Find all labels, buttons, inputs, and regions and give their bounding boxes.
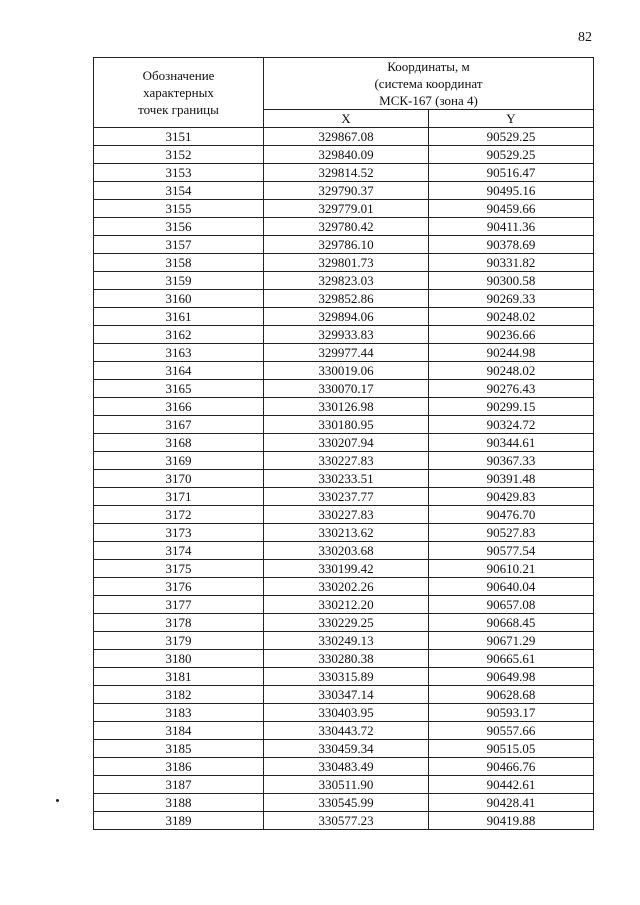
- point-cell: 3168: [94, 434, 264, 452]
- x-coordinate-cell: 330577.23: [264, 812, 429, 830]
- x-coordinate-cell: 329779.01: [264, 200, 429, 218]
- page-number: 82: [578, 30, 592, 45]
- point-cell: 3184: [94, 722, 264, 740]
- table-row: [94, 542, 594, 560]
- point-cell: 3188: [94, 794, 264, 812]
- point-header-line: Обозначение: [142, 68, 215, 83]
- point-cell: 3162: [94, 326, 264, 344]
- point-cell: 3174: [94, 542, 264, 560]
- table-row: [94, 434, 594, 452]
- point-cell: 3164: [94, 362, 264, 380]
- point-cell: 3179: [94, 632, 264, 650]
- point-cell: 3180: [94, 650, 264, 668]
- table-row: [94, 794, 594, 812]
- table-row: [94, 740, 594, 758]
- table-row: [94, 722, 594, 740]
- point-cell: 3160: [94, 290, 264, 308]
- y-coordinate-cell: 90244.98: [429, 344, 594, 362]
- table-body: [94, 128, 594, 830]
- y-coordinate-cell: 90459.66: [429, 200, 594, 218]
- x-coordinate-cell: 329867.08: [264, 128, 429, 146]
- x-coordinate-cell: 329852.86: [264, 290, 429, 308]
- y-coordinate-cell: 90276.43: [429, 380, 594, 398]
- x-coordinate-cell: 330202.26: [264, 578, 429, 596]
- x-coordinate-cell: 330315.89: [264, 668, 429, 686]
- point-cell: 3189: [94, 812, 264, 830]
- x-coordinate-cell: 330213.62: [264, 524, 429, 542]
- y-coordinate-cell: 90331.82: [429, 254, 594, 272]
- table-row: [94, 308, 594, 326]
- table-row: [94, 686, 594, 704]
- table-row: [94, 218, 594, 236]
- table-row: [94, 560, 594, 578]
- coords-header-line: (система координат: [374, 76, 483, 91]
- y-coordinate-cell: 90248.02: [429, 308, 594, 326]
- y-coordinate-cell: 90466.76: [429, 758, 594, 776]
- point-cell: 3181: [94, 668, 264, 686]
- table-row: [94, 578, 594, 596]
- y-coordinate-cell: 90527.83: [429, 524, 594, 542]
- y-coordinate-cell: 90428.41: [429, 794, 594, 812]
- y-coordinate-cell: 90516.47: [429, 164, 594, 182]
- y-coordinate-cell: 90299.15: [429, 398, 594, 416]
- x-coordinate-cell: 330545.99: [264, 794, 429, 812]
- point-cell: 3171: [94, 488, 264, 506]
- x-coordinate-cell: 329780.42: [264, 218, 429, 236]
- point-cell: 3154: [94, 182, 264, 200]
- y-coordinate-cell: 90610.21: [429, 560, 594, 578]
- table-row: [94, 398, 594, 416]
- table-row: [94, 524, 594, 542]
- y-coordinate-cell: 90649.98: [429, 668, 594, 686]
- y-coordinate-cell: 90495.16: [429, 182, 594, 200]
- x-coordinate-cell: 330203.68: [264, 542, 429, 560]
- y-coordinate-cell: 90378.69: [429, 236, 594, 254]
- table-row: [94, 704, 594, 722]
- table-row: [94, 200, 594, 218]
- y-coordinate-cell: 90529.25: [429, 128, 594, 146]
- x-coordinate-cell: 330237.77: [264, 488, 429, 506]
- point-cell: 3169: [94, 452, 264, 470]
- y-coordinate-cell: 90640.04: [429, 578, 594, 596]
- x-coordinate-cell: 329814.52: [264, 164, 429, 182]
- x-coordinate-cell: 329823.03: [264, 272, 429, 290]
- table-row: [94, 812, 594, 830]
- y-coordinate-cell: 90344.61: [429, 434, 594, 452]
- point-cell: 3176: [94, 578, 264, 596]
- y-coordinate-cell: 90248.02: [429, 362, 594, 380]
- x-coordinate-cell: 330280.38: [264, 650, 429, 668]
- point-cell: 3173: [94, 524, 264, 542]
- point-cell: 3161: [94, 308, 264, 326]
- table-row: [94, 362, 594, 380]
- x-coordinate-cell: 329790.37: [264, 182, 429, 200]
- table-row: [94, 668, 594, 686]
- table-row: [94, 452, 594, 470]
- table-row: [94, 596, 594, 614]
- table-row: [94, 146, 594, 164]
- y-coordinate-cell: 90391.48: [429, 470, 594, 488]
- x-coordinate-cell: 329801.73: [264, 254, 429, 272]
- table-row: [94, 650, 594, 668]
- point-cell: 3157: [94, 236, 264, 254]
- y-coordinate-cell: 90419.88: [429, 812, 594, 830]
- x-coordinate-cell: 330347.14: [264, 686, 429, 704]
- y-coordinate-cell: 90300.58: [429, 272, 594, 290]
- coords-header-line: Координаты, м: [387, 59, 470, 74]
- point-cell: 3153: [94, 164, 264, 182]
- y-coordinate-cell: 90628.68: [429, 686, 594, 704]
- table-row: [94, 290, 594, 308]
- y-coordinate-cell: 90367.33: [429, 452, 594, 470]
- table-row: [94, 236, 594, 254]
- x-coordinate-cell: 329840.09: [264, 146, 429, 164]
- y-coordinate-cell: 90442.61: [429, 776, 594, 794]
- y-coordinate-cell: 90668.45: [429, 614, 594, 632]
- x-coordinate-cell: 329786.10: [264, 236, 429, 254]
- y-coordinate-cell: 90577.54: [429, 542, 594, 560]
- table-row: [94, 128, 594, 146]
- table-row: [94, 758, 594, 776]
- table-row: [94, 380, 594, 398]
- table-header: [94, 58, 594, 128]
- point-designation-header: [94, 58, 264, 128]
- table-row: [94, 614, 594, 632]
- point-cell: 3166: [94, 398, 264, 416]
- y-coordinate-cell: 90557.66: [429, 722, 594, 740]
- x-coordinate-cell: 330212.20: [264, 596, 429, 614]
- x-coordinate-cell: 330180.95: [264, 416, 429, 434]
- x-column-header: X: [264, 110, 429, 128]
- x-coordinate-cell: 330511.90: [264, 776, 429, 794]
- point-cell: 3183: [94, 704, 264, 722]
- point-cell: 3158: [94, 254, 264, 272]
- x-coordinate-cell: 330229.25: [264, 614, 429, 632]
- table-row: [94, 344, 594, 362]
- table-row: [94, 506, 594, 524]
- point-cell: 3167: [94, 416, 264, 434]
- point-cell: 3175: [94, 560, 264, 578]
- y-column-header: Y: [429, 110, 594, 128]
- table-row: [94, 272, 594, 290]
- x-coordinate-cell: 330019.06: [264, 362, 429, 380]
- x-coordinate-cell: 329977.44: [264, 344, 429, 362]
- point-cell: 3177: [94, 596, 264, 614]
- y-coordinate-cell: 90665.61: [429, 650, 594, 668]
- point-cell: 3156: [94, 218, 264, 236]
- scan-speck: [56, 799, 59, 802]
- x-coordinate-cell: 330070.17: [264, 380, 429, 398]
- x-coordinate-cell: 330443.72: [264, 722, 429, 740]
- point-cell: 3165: [94, 380, 264, 398]
- coordinates-header: [264, 58, 594, 110]
- x-coordinate-cell: 330126.98: [264, 398, 429, 416]
- point-cell: 3170: [94, 470, 264, 488]
- table-row: [94, 254, 594, 272]
- x-coordinate-cell: 330483.49: [264, 758, 429, 776]
- point-cell: 3186: [94, 758, 264, 776]
- x-coordinate-cell: 330227.83: [264, 452, 429, 470]
- table-row: [94, 488, 594, 506]
- point-cell: 3151: [94, 128, 264, 146]
- y-coordinate-cell: 90515.05: [429, 740, 594, 758]
- x-coordinate-cell: 329933.83: [264, 326, 429, 344]
- table-row: [94, 632, 594, 650]
- table-row: [94, 776, 594, 794]
- point-cell: 3185: [94, 740, 264, 758]
- point-header-line: точек границы: [138, 102, 219, 117]
- table-row: [94, 416, 594, 434]
- coordinates-table: [93, 57, 594, 830]
- point-cell: 3187: [94, 776, 264, 794]
- x-coordinate-cell: 330403.95: [264, 704, 429, 722]
- x-coordinate-cell: 330207.94: [264, 434, 429, 452]
- point-cell: 3155: [94, 200, 264, 218]
- x-coordinate-cell: 330459.34: [264, 740, 429, 758]
- point-cell: 3163: [94, 344, 264, 362]
- point-cell: 3182: [94, 686, 264, 704]
- y-coordinate-cell: 90529.25: [429, 146, 594, 164]
- x-coordinate-cell: 330249.13: [264, 632, 429, 650]
- point-cell: 3178: [94, 614, 264, 632]
- table-row: [94, 164, 594, 182]
- point-cell: 3159: [94, 272, 264, 290]
- table-row: [94, 182, 594, 200]
- y-coordinate-cell: 90236.66: [429, 326, 594, 344]
- y-coordinate-cell: 90593.17: [429, 704, 594, 722]
- y-coordinate-cell: 90657.08: [429, 596, 594, 614]
- y-coordinate-cell: 90429.83: [429, 488, 594, 506]
- y-coordinate-cell: 90324.72: [429, 416, 594, 434]
- point-header-line: характерных: [143, 85, 214, 100]
- y-coordinate-cell: 90476.70: [429, 506, 594, 524]
- y-coordinate-cell: 90671.29: [429, 632, 594, 650]
- table-row: [94, 470, 594, 488]
- y-coordinate-cell: 90411.36: [429, 218, 594, 236]
- coords-header-line: МСК-167 (зона 4): [379, 93, 478, 108]
- point-cell: 3152: [94, 146, 264, 164]
- table-row: [94, 326, 594, 344]
- x-coordinate-cell: 330227.83: [264, 506, 429, 524]
- x-coordinate-cell: 330233.51: [264, 470, 429, 488]
- x-coordinate-cell: 329894.06: [264, 308, 429, 326]
- x-coordinate-cell: 330199.42: [264, 560, 429, 578]
- y-coordinate-cell: 90269.33: [429, 290, 594, 308]
- point-cell: 3172: [94, 506, 264, 524]
